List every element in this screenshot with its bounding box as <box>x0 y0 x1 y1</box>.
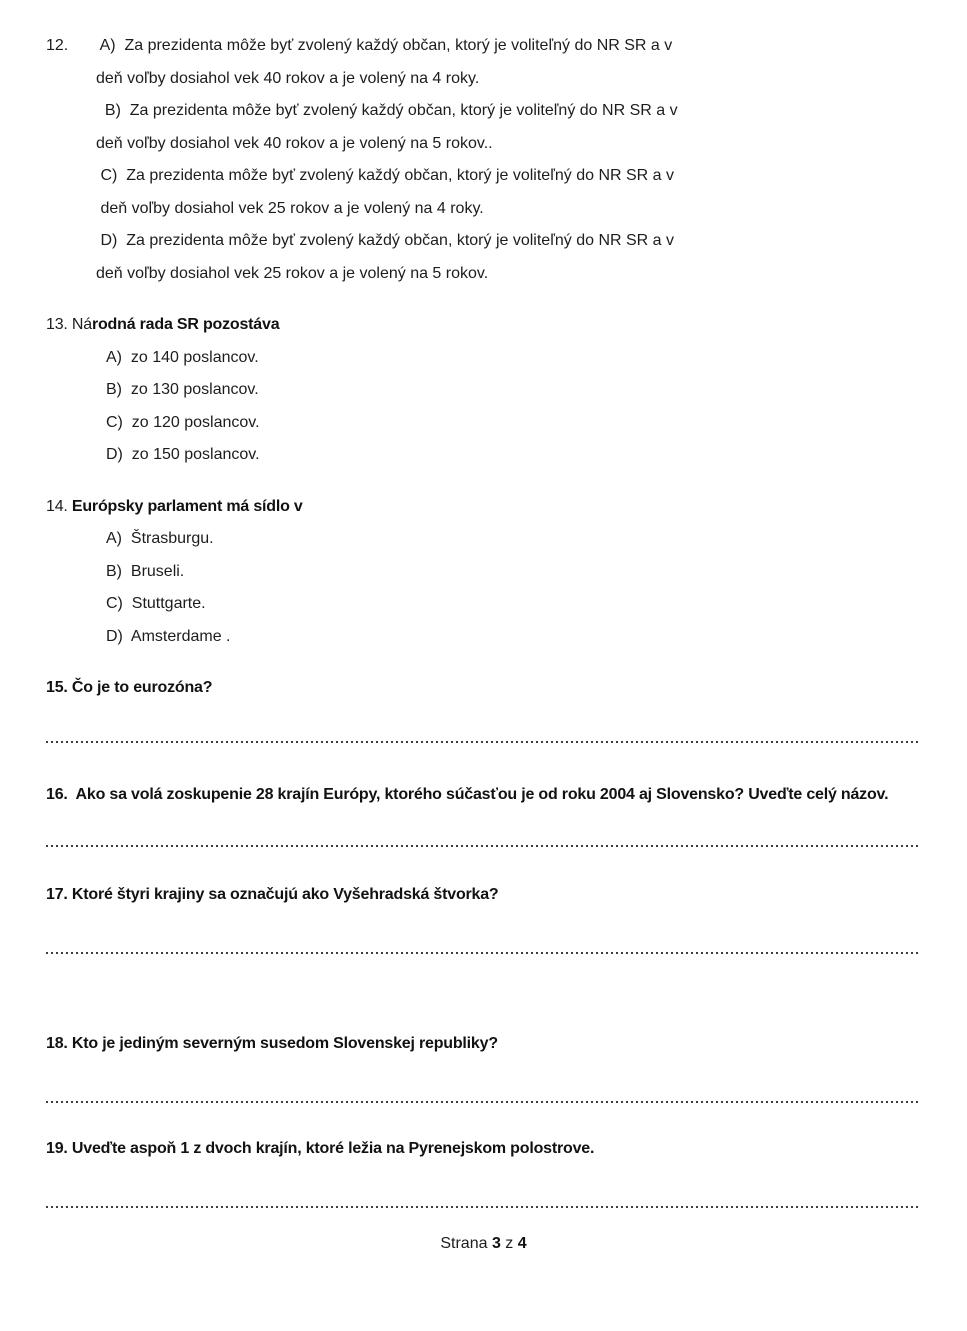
question-14-number: 14. <box>46 497 72 515</box>
question-14-title-text: Európsky parlament má sídlo v <box>71 497 303 515</box>
footer-page-number: 3 <box>491 1234 501 1252</box>
question-14-option-d: D) Amsterdame . <box>106 627 231 645</box>
question-13-option-d: D) zo 150 poslancov. <box>106 446 260 463</box>
question-14 <box>46 491 921 654</box>
question-12-option-c-line-1: C) Za prezidenta môže byť zvolený každý občan, ktorý je voliteľný do NR SR a v <box>96 167 675 184</box>
question-13-title <box>46 309 921 342</box>
question-13-options <box>106 342 921 472</box>
question-19-title: 19. Uveďte aspoň 1 z dvoch krajín, ktoré ležia na Pyrenejskom polostrove. <box>46 1140 595 1157</box>
question-12-number: 12. <box>46 37 69 54</box>
question-15-title: 15. Čo je to eurozóna? <box>46 679 213 696</box>
question-16-title: 16. Ako sa volá zoskupenie 28 krajín Európy, ktorého súčasťou je od roku 2004 aj Slovensko? Uveďte celý názov. <box>46 785 889 803</box>
question-14-options <box>106 523 921 653</box>
question-14-option-c: C) Stuttgarte. <box>106 595 206 612</box>
answer-line-19 <box>46 1206 921 1208</box>
question-12-options <box>96 30 921 290</box>
question-13-option-b: B) zo 130 poslancov. <box>106 381 259 398</box>
question-13-option-a: A) zo 140 poslancov. <box>106 348 259 366</box>
question-12-option-d-line-2: deň voľby dosiahol vek 25 rokov a je volený na 5 rokov. <box>96 264 489 282</box>
question-12-option-c-line-2: deň voľby dosiahol vek 25 rokov a je volený na 4 roky. <box>96 199 484 217</box>
question-14-option-b: B) Bruseli. <box>106 562 185 580</box>
question-12-option-b-line-2: deň voľby dosiahol vek 40 rokov a je volený na 5 rokov.. <box>96 134 493 152</box>
question-14-option-a: A) Štrasburgu. <box>106 530 214 547</box>
footer-total-pages: 4 <box>517 1234 527 1252</box>
question-17-title: 17. Ktoré štyri krajiny sa označujú ako Vyšehradská štvorka? <box>46 886 499 903</box>
question-12 <box>46 30 921 290</box>
question-13-title-text: rodná rada SR pozostáva <box>91 316 280 333</box>
answer-line-15 <box>46 741 921 743</box>
question-13-number: 13. Ná <box>46 316 92 333</box>
footer-label: Strana <box>440 1234 488 1252</box>
question-14-title <box>46 491 921 524</box>
question-18-title: 18. Kto je jediným severným susedom Slovenskej republiky? <box>46 1034 498 1052</box>
answer-line-18 <box>46 1101 921 1103</box>
question-12-option-b-line-1: B) Za prezidenta môže byť zvolený každý občan, ktorý je voliteľný do NR SR a v <box>96 102 678 119</box>
page-footer <box>46 1228 921 1261</box>
question-12-option-a-line-1: A) Za prezidenta môže byť zvolený každý občan, ktorý je voliteľný do NR SR a v <box>96 37 673 54</box>
question-12-option-d-line-1: D) Za prezidenta môže byť zvolený každý občan, ktorý je voliteľný do NR SR a v <box>96 232 675 249</box>
footer-separator: z <box>505 1234 514 1252</box>
question-12-option-a-line-2: deň voľby dosiahol vek 40 rokov a je volený na 4 roky. <box>96 69 480 87</box>
answer-line-16 <box>46 845 921 847</box>
question-13 <box>46 309 921 472</box>
answer-line-17 <box>46 952 921 954</box>
question-13-option-c: C) zo 120 poslancov. <box>106 413 260 431</box>
